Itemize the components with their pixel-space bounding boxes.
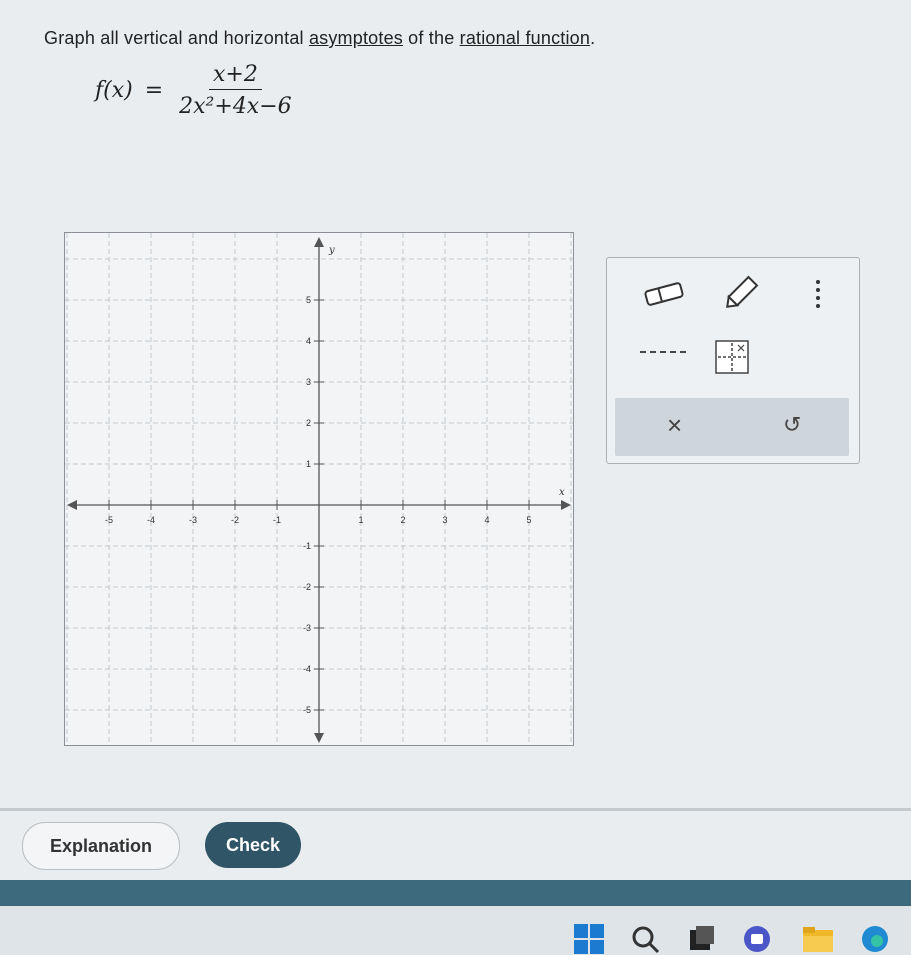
asymptote-icon[interactable] — [711, 336, 753, 378]
x-tick-label: -3 — [188, 515, 198, 525]
x-axis-label: x — [559, 487, 565, 498]
edge-browser-icon[interactable] — [860, 924, 890, 954]
dashed-line-icon[interactable] — [635, 338, 691, 366]
function-formula — [95, 62, 296, 119]
check-button[interactable]: Check — [205, 822, 301, 868]
x-tick-label: 5 — [526, 515, 532, 525]
rational-function-link[interactable]: rational function — [459, 28, 591, 48]
page-footer-bar — [0, 880, 911, 906]
y-tick-label: 3 — [305, 377, 311, 387]
graph-toolbar — [606, 257, 860, 464]
eraser-icon[interactable] — [639, 276, 689, 312]
y-tick-label: 2 — [305, 418, 311, 428]
formula-denominator: 2x²+4x−6 — [179, 94, 292, 119]
question-suffix: . — [590, 28, 596, 48]
x-axis-left-arrow — [67, 500, 77, 510]
formula-lhs: f(x) — [95, 78, 133, 103]
y-tick-label: -4 — [302, 664, 311, 674]
y-tick-label: -1 — [302, 541, 311, 551]
more-icon[interactable] — [803, 274, 833, 314]
y-tick-label: 4 — [305, 336, 311, 346]
x-tick-label: -5 — [104, 515, 114, 525]
task-view-icon[interactable] — [686, 924, 716, 954]
formula-equals: = — [144, 78, 164, 103]
asymptotes-link[interactable]: asymptotes — [308, 28, 403, 48]
clear-button[interactable]: × — [667, 410, 683, 440]
formula-numerator: x+2 — [209, 62, 262, 90]
x-tick-label: -4 — [146, 515, 156, 525]
y-tick-label: -2 — [302, 582, 311, 592]
chat-icon[interactable] — [742, 924, 772, 954]
y-axis-label: y — [329, 245, 335, 256]
x-axis-right-arrow — [561, 500, 571, 510]
x-tick-label: 4 — [484, 515, 490, 525]
question-middle: of the — [402, 28, 460, 48]
y-tick-label: -5 — [302, 705, 311, 715]
x-tick-label: 1 — [358, 515, 364, 525]
coordinate-grid[interactable] — [65, 233, 573, 745]
search-icon[interactable] — [630, 924, 660, 954]
y-tick-label: 5 — [305, 295, 311, 305]
windows-start-icon[interactable] — [574, 924, 604, 954]
y-tick-label: -3 — [302, 623, 311, 633]
taskbar — [0, 906, 911, 955]
undo-button[interactable]: ↺ — [783, 412, 802, 437]
graph-canvas[interactable] — [64, 232, 574, 746]
x-tick-label: 3 — [442, 515, 448, 525]
y-axis-bottom-arrow — [314, 733, 324, 743]
explanation-button[interactable]: Explanation — [22, 822, 180, 870]
question-prefix: Graph all vertical and horizontal — [44, 28, 309, 48]
x-tick-label: -1 — [272, 515, 282, 525]
divider — [0, 808, 911, 811]
x-tick-label: 2 — [400, 515, 406, 525]
pencil-icon[interactable] — [715, 274, 765, 314]
question-text — [44, 28, 595, 49]
formula-fraction — [175, 62, 296, 119]
x-tick-label: -2 — [230, 515, 240, 525]
file-explorer-icon[interactable] — [802, 924, 834, 954]
y-tick-label: 1 — [305, 459, 311, 469]
y-axis-top-arrow — [314, 237, 324, 247]
action-row — [615, 398, 849, 456]
